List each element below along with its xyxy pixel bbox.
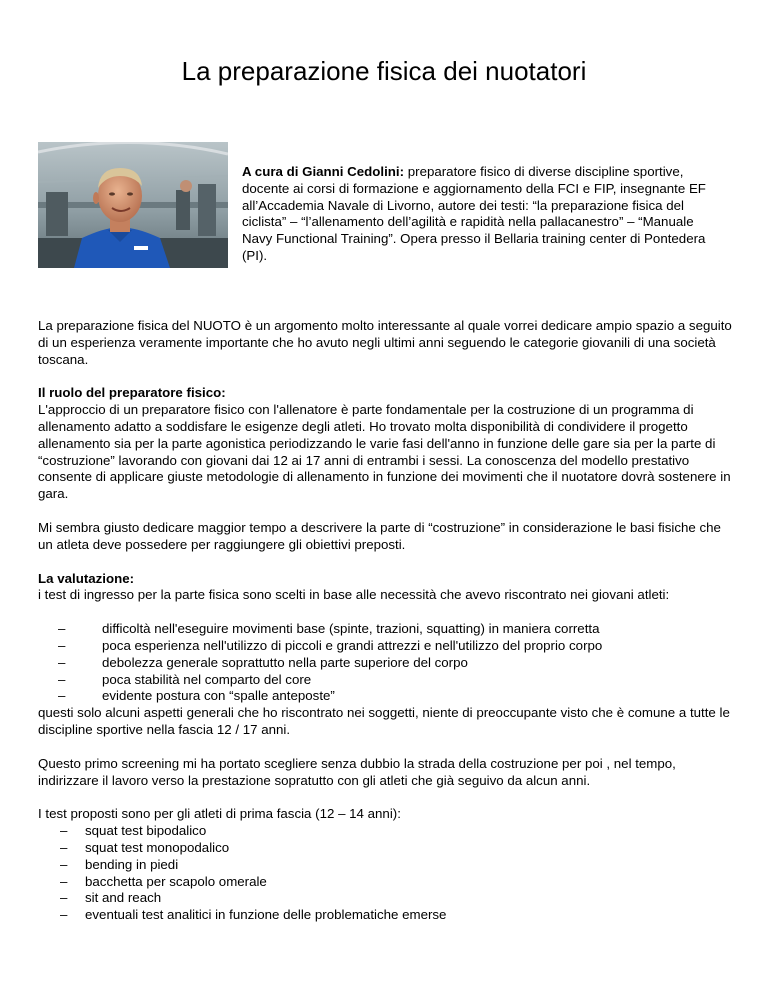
page-title: La preparazione fisica dei nuotatori	[181, 56, 587, 86]
valutazione-list	[38, 621, 738, 705]
list-item	[38, 621, 738, 638]
dash-bullet: –	[58, 637, 66, 653]
list-item	[38, 874, 738, 891]
author-photo	[38, 142, 228, 268]
dash-bullet: –	[58, 671, 66, 687]
list-item-text: bending in piedi	[85, 856, 179, 872]
aspetti-paragraph: questi solo alcuni aspetti generali che ho riscontrato nei soggetti, niente di preoccupante visto che è comune a tutte le discipline sportive nella fascia 12 / 17 anni.	[38, 705, 730, 737]
list-item	[38, 907, 738, 924]
test-list	[38, 823, 738, 924]
author-label: A cura di Gianni Cedolini:	[242, 164, 405, 179]
list-item	[38, 857, 738, 874]
list-item-text: sit and reach	[85, 890, 162, 906]
screening-paragraph: Questo primo screening mi ha portato scegliere senza dubbio la strada della costruzione per poi , nel tempo, indirizzare il lavoro verso la prestazione sopratutto con gli atleti che già seguivo da alcun anni.	[38, 755, 676, 788]
dash-bullet: –	[60, 823, 68, 839]
list-item-text: difficoltà nell'eseguire movimenti base (spinte, trazioni, squatting) in maniera corretta	[102, 621, 600, 637]
author-photo-image	[38, 142, 228, 268]
article-body	[38, 318, 738, 924]
list-item	[38, 823, 738, 840]
dash-bullet: –	[58, 621, 66, 637]
list-item-text: bacchetta per scapolo omerale	[85, 873, 267, 889]
list-item-text: squat test monopodalico	[85, 839, 230, 855]
dash-bullet: –	[60, 873, 68, 889]
list-item	[38, 890, 738, 907]
dash-bullet: –	[58, 688, 66, 704]
dash-bullet: –	[60, 856, 68, 872]
dash-bullet: –	[60, 839, 68, 855]
costruzione-paragraph: Mi sembra giusto dedicare maggior tempo a descrivere la parte di “costruzione” in considerazione le basi fisiche che un atleta deve possedere per raggiungere gli obiettivi preposti.	[38, 519, 721, 552]
valutazione-heading: La valutazione:	[38, 570, 135, 586]
list-item	[38, 655, 738, 672]
valutazione-section	[38, 571, 738, 605]
list-item-text: poca stabilità nel comparto del core	[102, 671, 312, 687]
intro-paragraph: La preparazione fisica del NUOTO è un argomento molto interessante al quale vorrei dedicare ampio spazio a seguito di un esperienza veramente importante che ho avuto negli ultimi anni seguendo le categorie giovanili di una società toscana.	[38, 318, 732, 367]
list-item	[38, 638, 738, 655]
list-item	[38, 840, 738, 857]
ruolo-section	[38, 385, 738, 503]
dash-bullet: –	[60, 890, 68, 906]
list-item-text: poca esperienza nell'utilizzo di piccoli e grandi attrezzi e nell'utilizzo del proprio corpo	[102, 637, 603, 653]
author-bio: preparatore fisico di diverse discipline sportive, docente ai corsi di formazione e aggiornamento della FCI e FIP, insegnante EF all’Accademia Navale di Livorno, autore dei testi: “la preparazione fisica del ciclista” – “l’allenamento dell’agilità e rapidità nella pallacanestro” – “Manuale Navy Functional Training”. Opera presso il Bellaria training center di Pontedera (PI).	[242, 164, 706, 263]
list-item	[38, 672, 738, 689]
dash-bullet: –	[60, 907, 68, 923]
dash-bullet: –	[58, 654, 66, 670]
list-item-text: squat test bipodalico	[85, 823, 207, 839]
list-item-text: eventuali test analitici in funzione delle problematiche emerse	[85, 907, 447, 923]
list-item	[38, 688, 738, 705]
list-item-text: evidente postura con “spalle anteposte”	[102, 688, 335, 704]
test-intro: I test proposti sono per gli atleti di prima fascia (12 – 14 anni):	[38, 806, 401, 822]
valutazione-text: i test di ingresso per la parte fisica sono scelti in base alle necessità che avevo riscontrato nei giovani atleti:	[38, 587, 670, 603]
ruolo-heading: Il ruolo del preparatore fisico:	[38, 385, 226, 401]
ruolo-text: L'approccio di un preparatore fisico con l'allenatore è parte fondamentale per la costruzione di un programma di allenamento adatto a soddisfare le esigenze degli atleti. Ho trovato molta disponibilità di condividere il progetto allenamento sia per la parte agonistica periodizzando le varie fasi dell'anno in funzione delle gare sia per la parte di “costruzione” lavorando con giovani dai 12 ai 17 anni di entrambi i sessi. La conoscenza del modello prestativo consente di applicare giuste metodologie di allenamento in funzione dei movimenti che il nuotatore dovrà sostenere in gara.	[38, 402, 731, 502]
author-box	[242, 164, 712, 265]
list-item-text: debolezza generale soprattutto nella parte superiore del corpo	[102, 654, 468, 670]
